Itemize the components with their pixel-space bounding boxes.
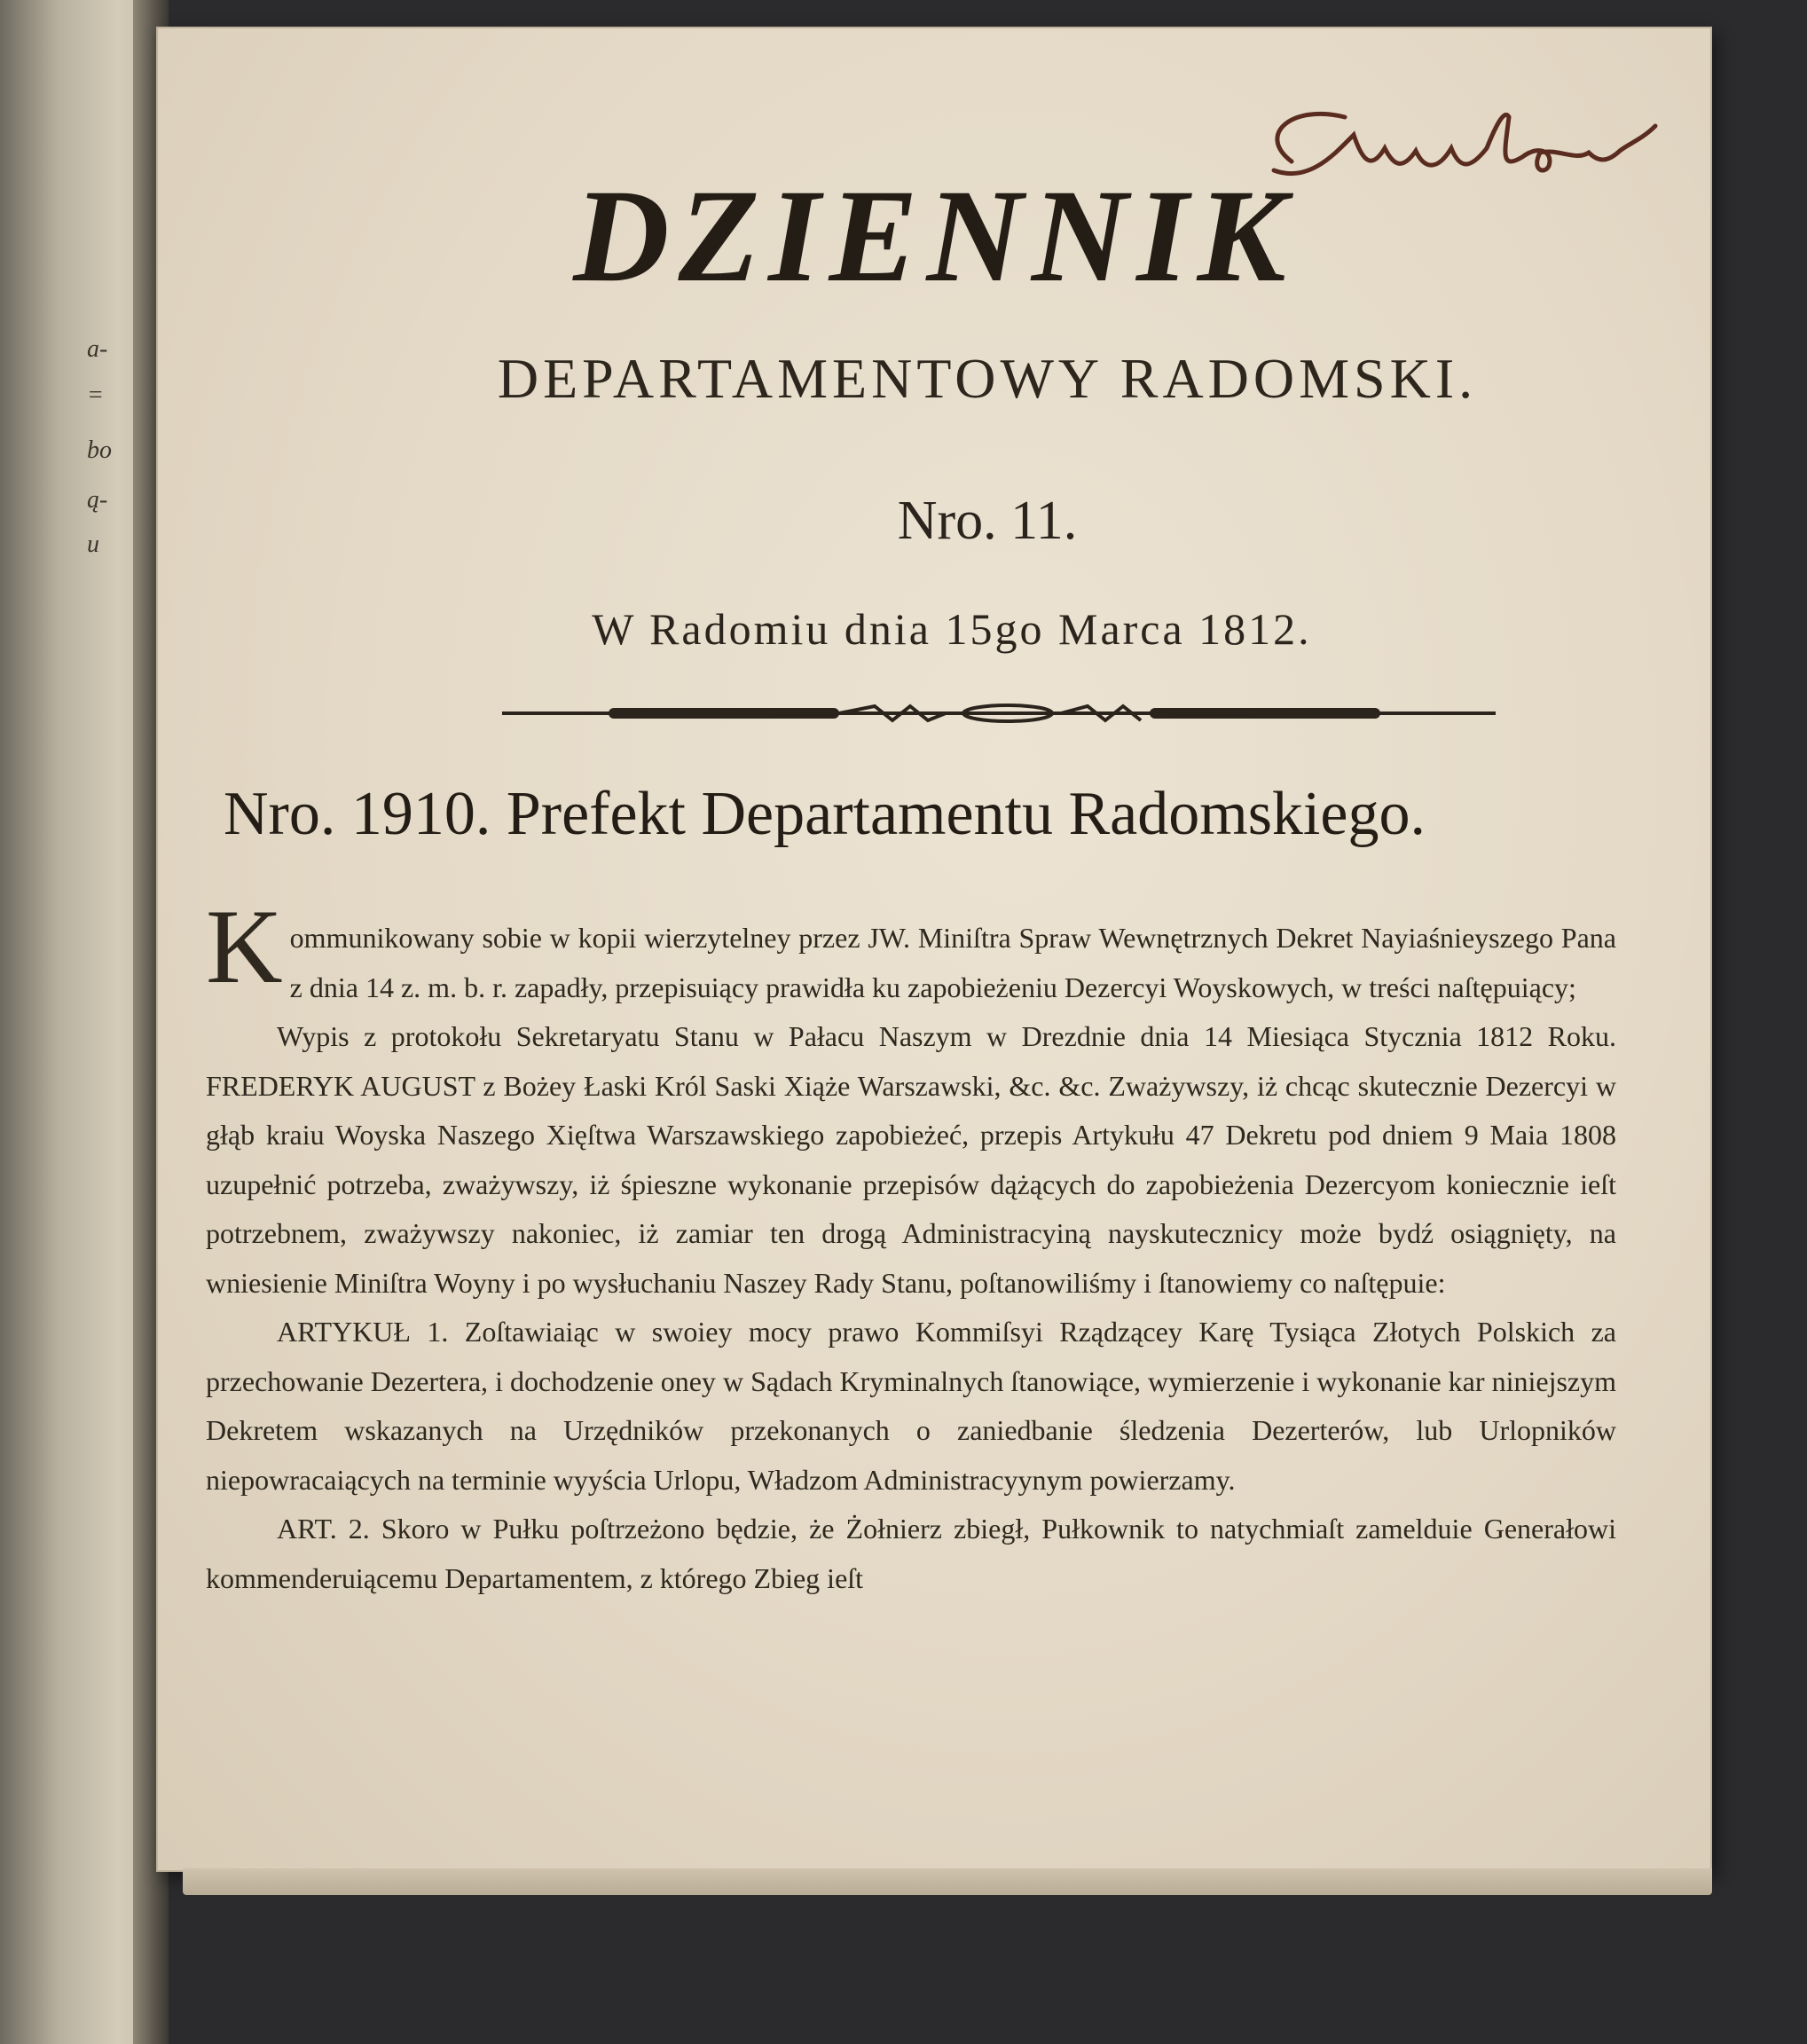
left-page-edge: [0, 0, 169, 2044]
newspaper-subtitle: DEPARTAMENTOWY RADOMSKI.: [497, 347, 1478, 410]
newspaper-title: DZIENNIK: [573, 162, 1295, 310]
margin-fragment: u: [87, 531, 99, 558]
drop-cap: K: [206, 887, 283, 1005]
paragraph-text: ommunikowany sobie w kopii wierzytelney przez JW. Miniſtra Spraw Wewnętrznych Dekret Nayiaśnieyszego Pana z dnia 14 z. m. b. r. zapadły, przepisuiący prawidła ku zapobieżeniu Dezercyi Woyskowych, w treści naſtępuiący;: [289, 922, 1616, 1003]
document-page: [156, 27, 1712, 1872]
margin-fragment: bo: [87, 436, 112, 464]
page-bottom-edge: [183, 1868, 1712, 1895]
article-body: [206, 887, 1616, 1603]
issue-number: Nro. 11.: [897, 491, 1078, 551]
paragraph: ARTYKUŁ 1. Zoſtawiaiąc w swoiey mocy prawo Kommiſsyi Rządzącey Karę Tysiąca Złotych Polskich za przechowanie Dezertera, i dochodzenie oney w Sądach Kryminalnych ſtanowiące, wymierzenie i wykonanie kar niniejszym Dekretem wskazanych na Urzędników przekonanych o zaniedbanie śledzenia Dezerterów, lub Urlopników niepowracaiących na terminie wyyścia Urlopu, Władzom Administracyynym powierzamy.: [206, 1316, 1616, 1496]
paragraph: [206, 887, 1616, 1012]
dateline: W Radomiu dnia 15go Marca 1812.: [592, 604, 1312, 654]
margin-fragment: ą-: [87, 486, 108, 514]
paragraph: ART. 2. Skoro w Pułku poſtrzeżono będzie, że Żołnierz zbiegł, Pułkownik to natychmiaſt zamelduie Generałowi kommenderuiącemu Departamentem, z którego Zbieg ieſt: [206, 1513, 1616, 1594]
ornamental-rule: [502, 703, 1496, 726]
margin-fragment: =: [87, 381, 104, 409]
margin-fragment: a-: [87, 335, 108, 363]
paragraph: Wypis z protokołu Sekretaryatu Stanu w Pałacu Naszym w Drezdnie dnia 14 Miesiąca Stycznia 1812 Roku. FREDERYK AUGUST z Bożey Łaski Król Saski Xiąże Warszawski, &c. &c. Zważywszy, iż chcąc skutecznie Dezercyi w głąb kraiu Woyska Naszego Xięſtwa Warszawskiego zapobieżeć, przepis Artykułu 47 Dekretu pod dniem 9 Maia 1808 uzupełnić potrzeba, zważywszy, iż śpieszne wykonanie przepisów dążących do zapobieżenia Dezercyom koniecznie ieſt potrzebnem, zważywszy nakoniec, iż zamiar ten drogą Administracyiną nayskutecznicy może bydź osiągnięty, na wniesienie Miniſtra Woyny i po wysłuchaniu Naszey Rady Stanu, poſtanowiliśmy i ſtanowiemy co naſtępuie:: [206, 1020, 1616, 1299]
section-heading: Nro. 1910. Prefekt Departamentu Radomskiego.: [224, 780, 1426, 848]
